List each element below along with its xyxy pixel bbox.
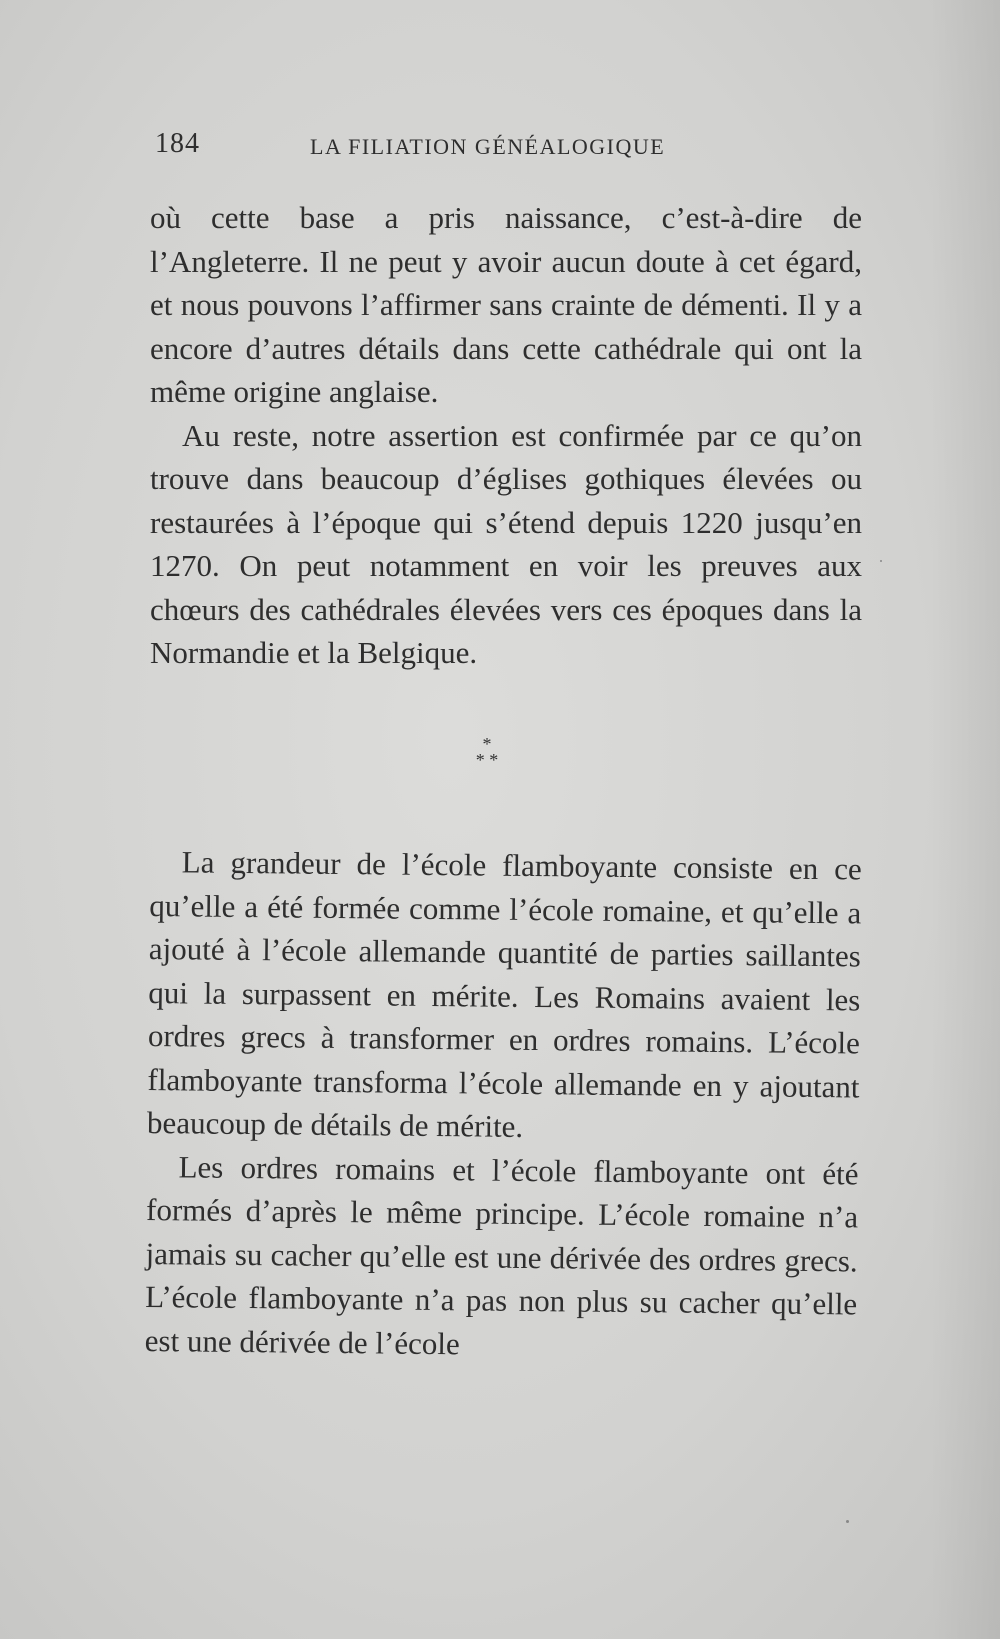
- page-edge-shadow: [930, 0, 1000, 1639]
- page-header: [155, 128, 715, 168]
- asterism-bottom-stars: * *: [475, 750, 499, 770]
- page-number: 184: [155, 128, 200, 159]
- paragraph-grandeur: La grandeur de l’école flamboyante consiste en ce qu’elle a été formée comme l’école romaine, et qu’elle a ajouté à l’école allemande quantité de parties saillantes qui la surpassent en mérite. Les Romains avaient les ordres grecs à transformer en ordres romains. L’école flamboyante transforma l’école allemande en y ajoutant beaucoup de détails de mérite.: [146, 844, 862, 1144]
- section-break-asterism: [462, 734, 512, 770]
- asterism-top-star: *: [482, 734, 492, 754]
- paragraph-au-reste: Au reste, notre assertion est confirmée par ce qu’on trouve dans beaucoup d’églises gothiques élevées ou restaurées à l’époque qui s’étend depuis 1220 jusqu’en 1270. On peut notamment en voir les preuves aux chœurs des cathédrales élevées vers ces époques dans la Normandie et la Belgique.: [150, 417, 862, 670]
- paper-speck: [880, 560, 882, 562]
- text-block-lower: [145, 840, 862, 1369]
- running-title: LA FILIATION GÉNÉALOGIQUE: [310, 134, 666, 159]
- paragraph-continuation: où cette base a pris naissance, c’est-à-dire de l’Angleterre. Il ne peut y avoir aucun doute à cet égard, et nous pouvons l’affirmer sans crainte de démenti. Il y a encore d’autres détails dans cette cathédrale qui ont la même origine anglaise.: [150, 200, 862, 409]
- paper-speck: [846, 1520, 849, 1523]
- text-block-upper: [150, 196, 862, 675]
- paragraph-ordres-romains: Les ordres romains et l’école flamboyante ont été formés d’après le même principe. L’école romaine n’a jamais su cacher qu’elle est une dérivée des ordres grecs. L’école flamboyante n’a pas non plus su cacher qu’elle est une dérivée de l’école: [144, 1148, 859, 1361]
